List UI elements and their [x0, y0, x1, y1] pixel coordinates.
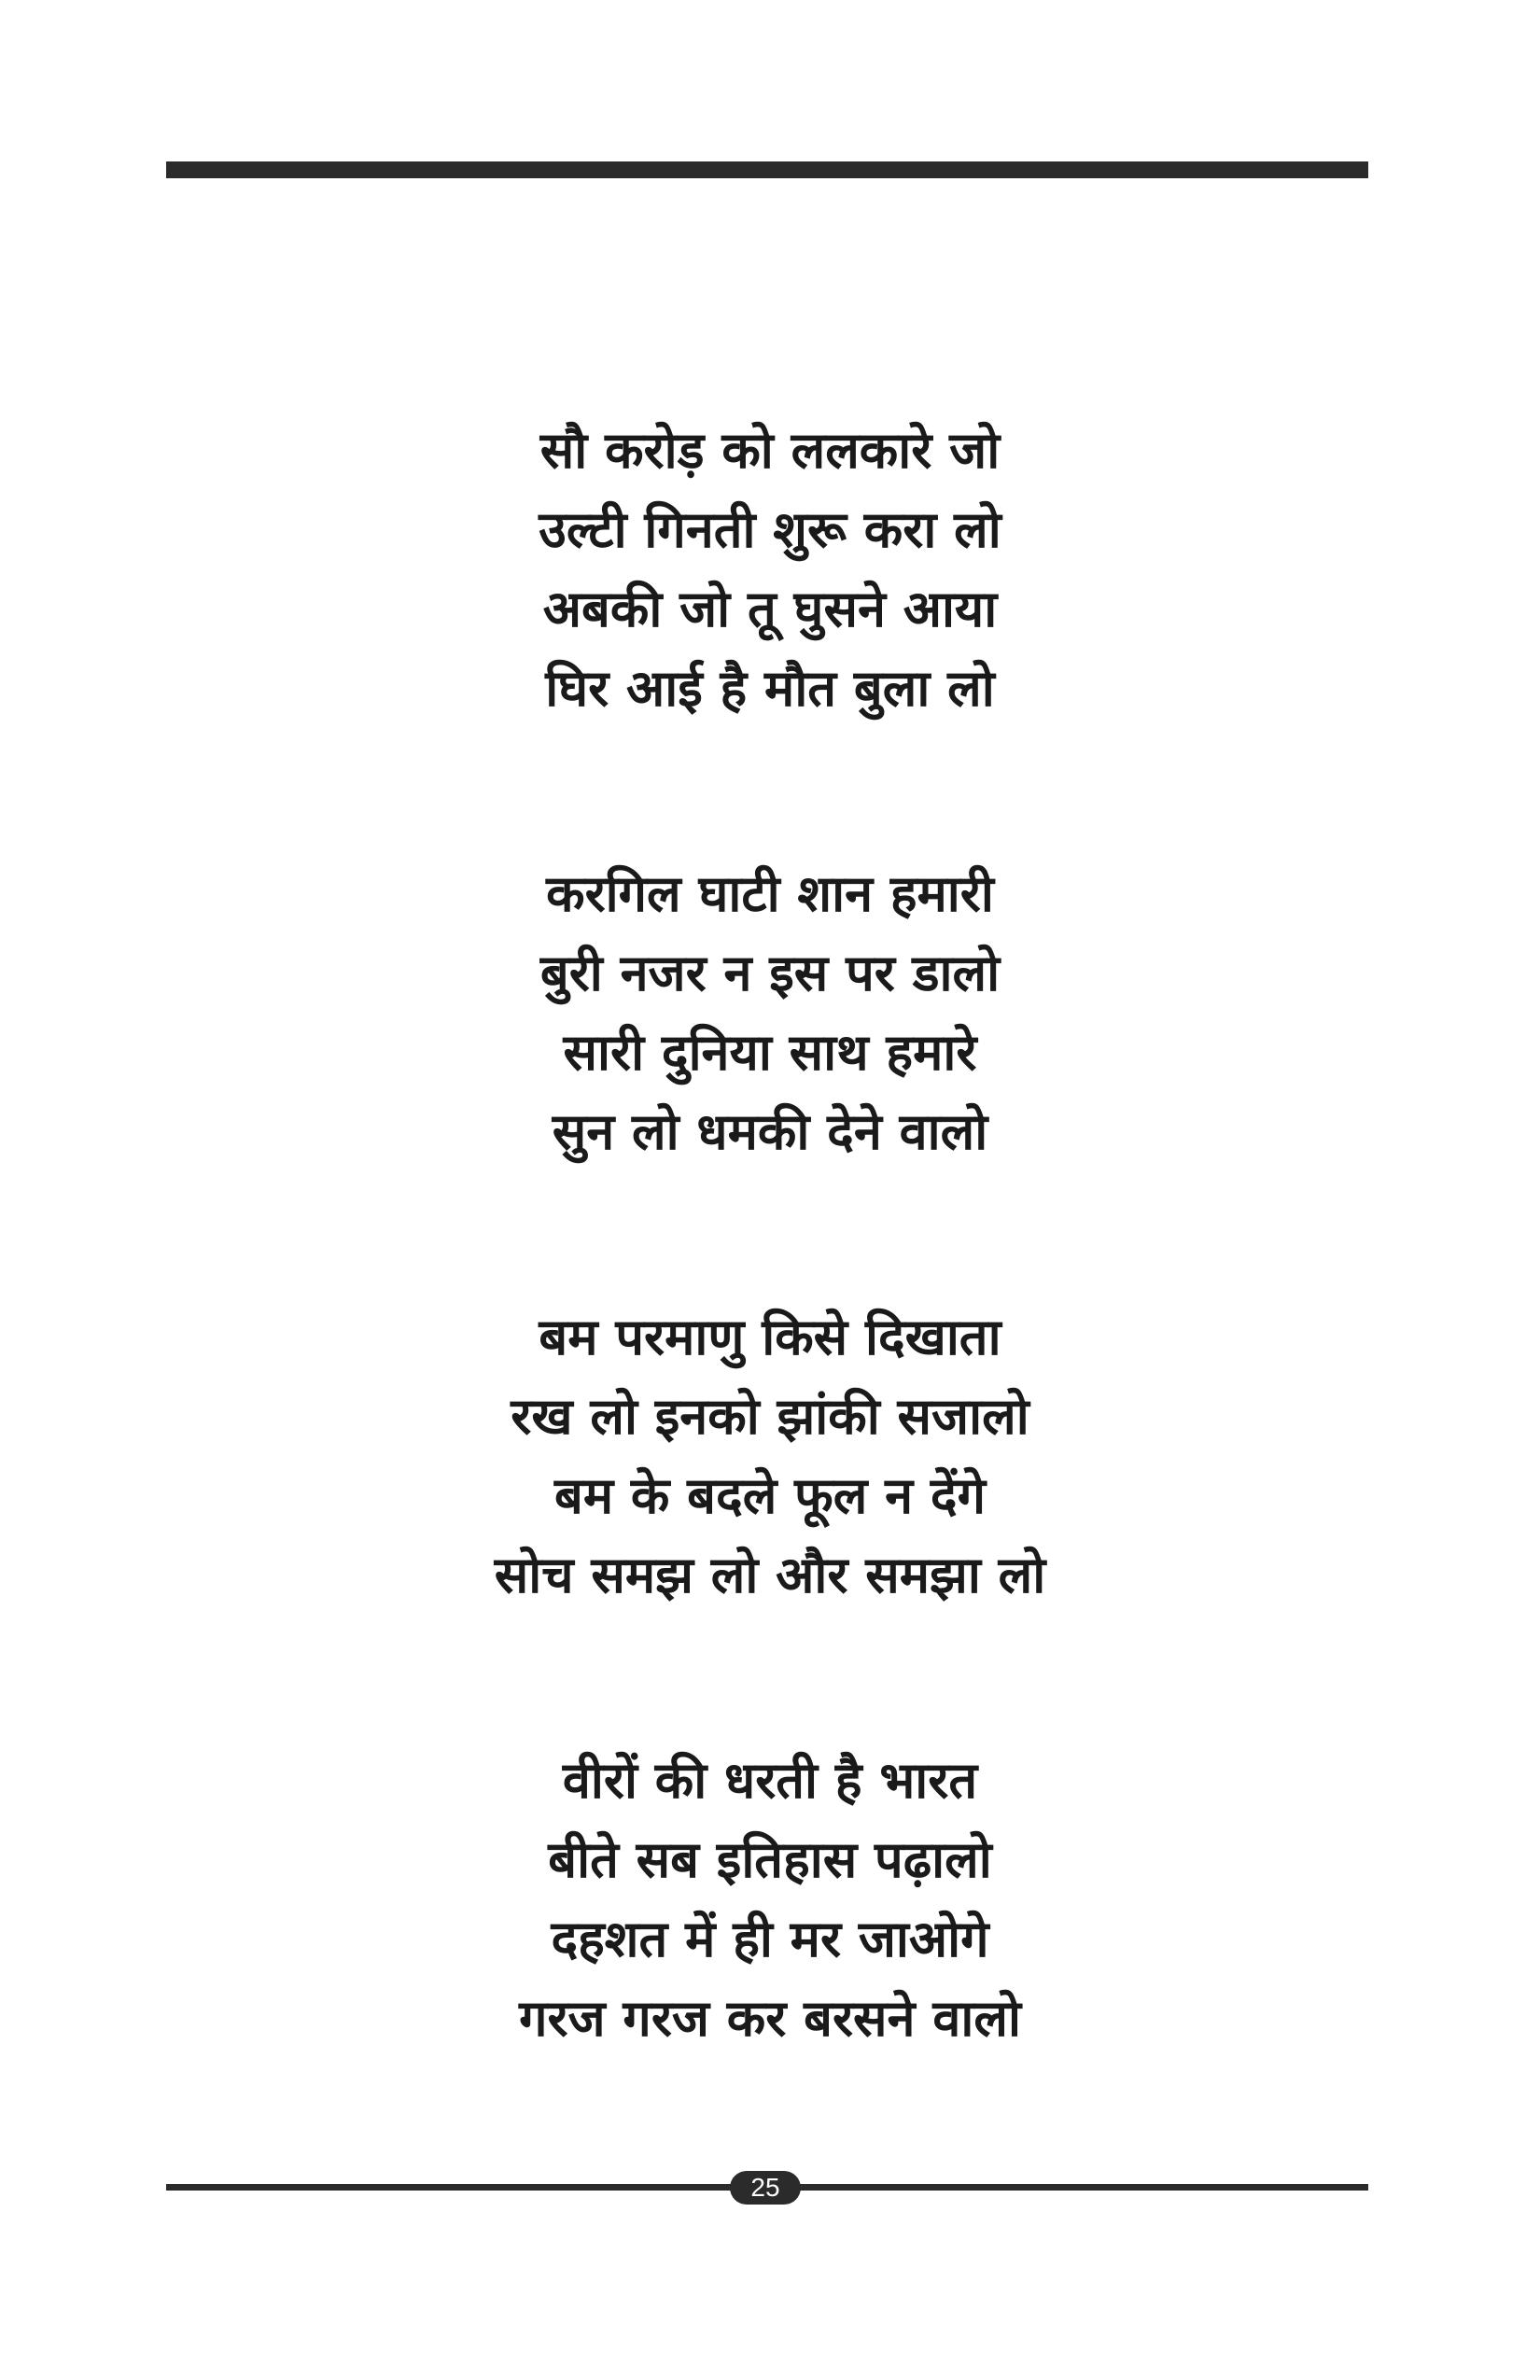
poem-line: सौ करोड़ को ललकारे जो [539, 420, 1001, 480]
poem-line: दहशत में ही मर जाओगे [551, 1909, 989, 1968]
poem-line: रख लो इनको झांकी सजालो [511, 1386, 1029, 1446]
stanza-4 [0, 1741, 1540, 2058]
stanza-3 [0, 1297, 1540, 1615]
poem-line: सुन लो धमकी देने वालो [552, 1101, 988, 1161]
page-number-badge: 25 [730, 2171, 801, 2205]
poem-line: करगिल घाटी शान हमारी [546, 863, 994, 923]
stanza-2 [0, 854, 1540, 1171]
poem-line: सारी दुनिया साथ हमारे [563, 1022, 977, 1082]
poem-line: अबकी जो तू घुसने आया [542, 579, 998, 638]
poem-line: बुरी नजर न इस पर डालो [539, 943, 1001, 1002]
poem-line: वीरों की धरती है भारत [562, 1750, 978, 1810]
stanza-1 [0, 411, 1540, 728]
poem [0, 411, 1540, 2184]
poem-line: बम परमाणु किसे दिखाता [539, 1307, 1001, 1366]
poem-line: बीते सब इतिहास पढ़ालो [548, 1829, 992, 1889]
poem-line: गरज गरज कर बरसने वालो [519, 1988, 1021, 2048]
header-rule [166, 161, 1368, 178]
poem-line: बम के बदले फूल न देंगे [553, 1465, 986, 1525]
poem-line: उल्टी गिनती शुरू करा लो [539, 499, 1001, 559]
poem-line: घिर आई है मौत बुला लो [545, 658, 995, 718]
poem-line: सोच समझ लो और समझा लो [494, 1545, 1046, 1604]
